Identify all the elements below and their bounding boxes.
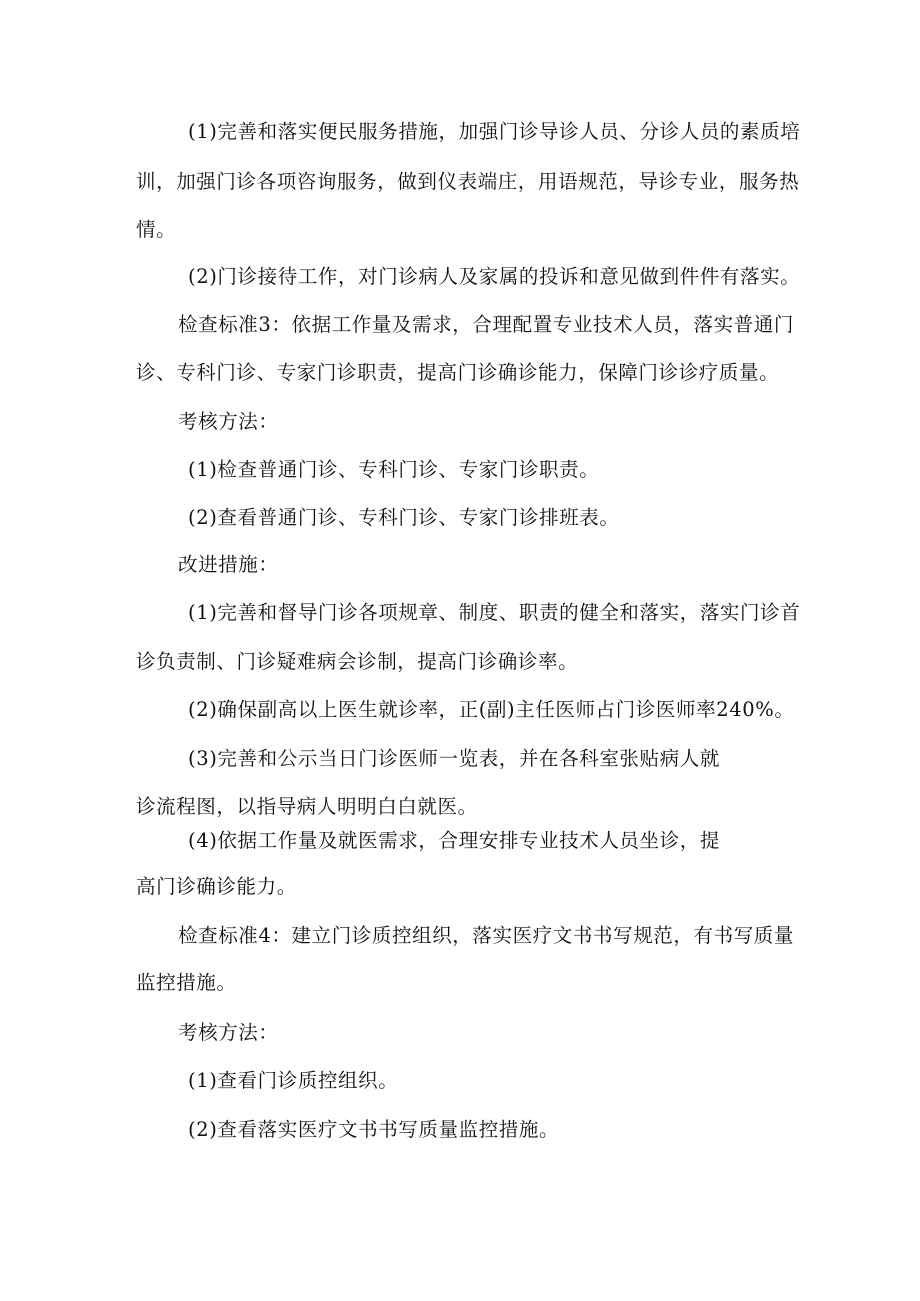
list-item-line: (1)检查普通门诊、专科门诊、专家门诊职责。 <box>188 458 600 481</box>
section-heading-line: 检查标准3：依据工作量及需求，合理配置专业技术人员，落实普通门 <box>178 313 795 336</box>
list-item-line: (1)完善和督导门诊各项规章、制度、职责的健全和落实，落实门诊首 <box>188 601 801 624</box>
list-item-line: (2)查看落实医疗文书书写质量监控措施。 <box>188 1118 560 1141</box>
subheading-line: 考核方法： <box>178 410 279 433</box>
subheading-line: 改进措施： <box>178 553 279 576</box>
paragraph-line: 情。 <box>136 218 177 241</box>
paragraph-line: (1)完善和落实便民服务措施，加强门诊导诊人员、分诊人员的素质培 <box>188 120 801 143</box>
list-item-line: (2)确保副高以上医生就诊率，正(副)主任医师占门诊医师率240%。 <box>188 698 795 721</box>
list-item-line: (3)完善和公示当日门诊医师一览表，并在各科室张贴病人就 <box>188 747 720 770</box>
section-heading-line: 检查标准4：建立门诊质控组织，落实医疗文书书写规范，有书写质量 <box>178 924 795 947</box>
paragraph-line: 高门诊确诊能力。 <box>136 875 297 898</box>
paragraph-line: 诊负责制、门诊疑难病会诊制，提高门诊确诊率。 <box>136 650 579 673</box>
list-item-line: (2)查看普通门诊、专科门诊、专家门诊排班表。 <box>188 506 620 529</box>
list-item-line: (4)依据工作量及就医需求，合理安排专业技术人员坐诊，提 <box>188 829 720 852</box>
paragraph-line: 训，加强门诊各项咨询服务，做到仪表端庄，用语规范，导诊专业，服务热 <box>136 170 800 193</box>
paragraph-line: 监控措施。 <box>136 971 237 994</box>
list-item-line: (1)查看门诊质控组织。 <box>188 1069 399 1092</box>
paragraph-line: 诊、专科门诊、专家门诊职责，提高门诊确诊能力，保障门诊诊疗质量。 <box>136 361 780 384</box>
paragraph-line: (2)门诊接待工作，对门诊病人及家属的投诉和意见做到件件有落实。 <box>188 265 801 288</box>
paragraph-line: 诊流程图，以指导病人明明白白就医。 <box>136 795 478 818</box>
subheading-line: 考核方法： <box>178 1021 279 1044</box>
